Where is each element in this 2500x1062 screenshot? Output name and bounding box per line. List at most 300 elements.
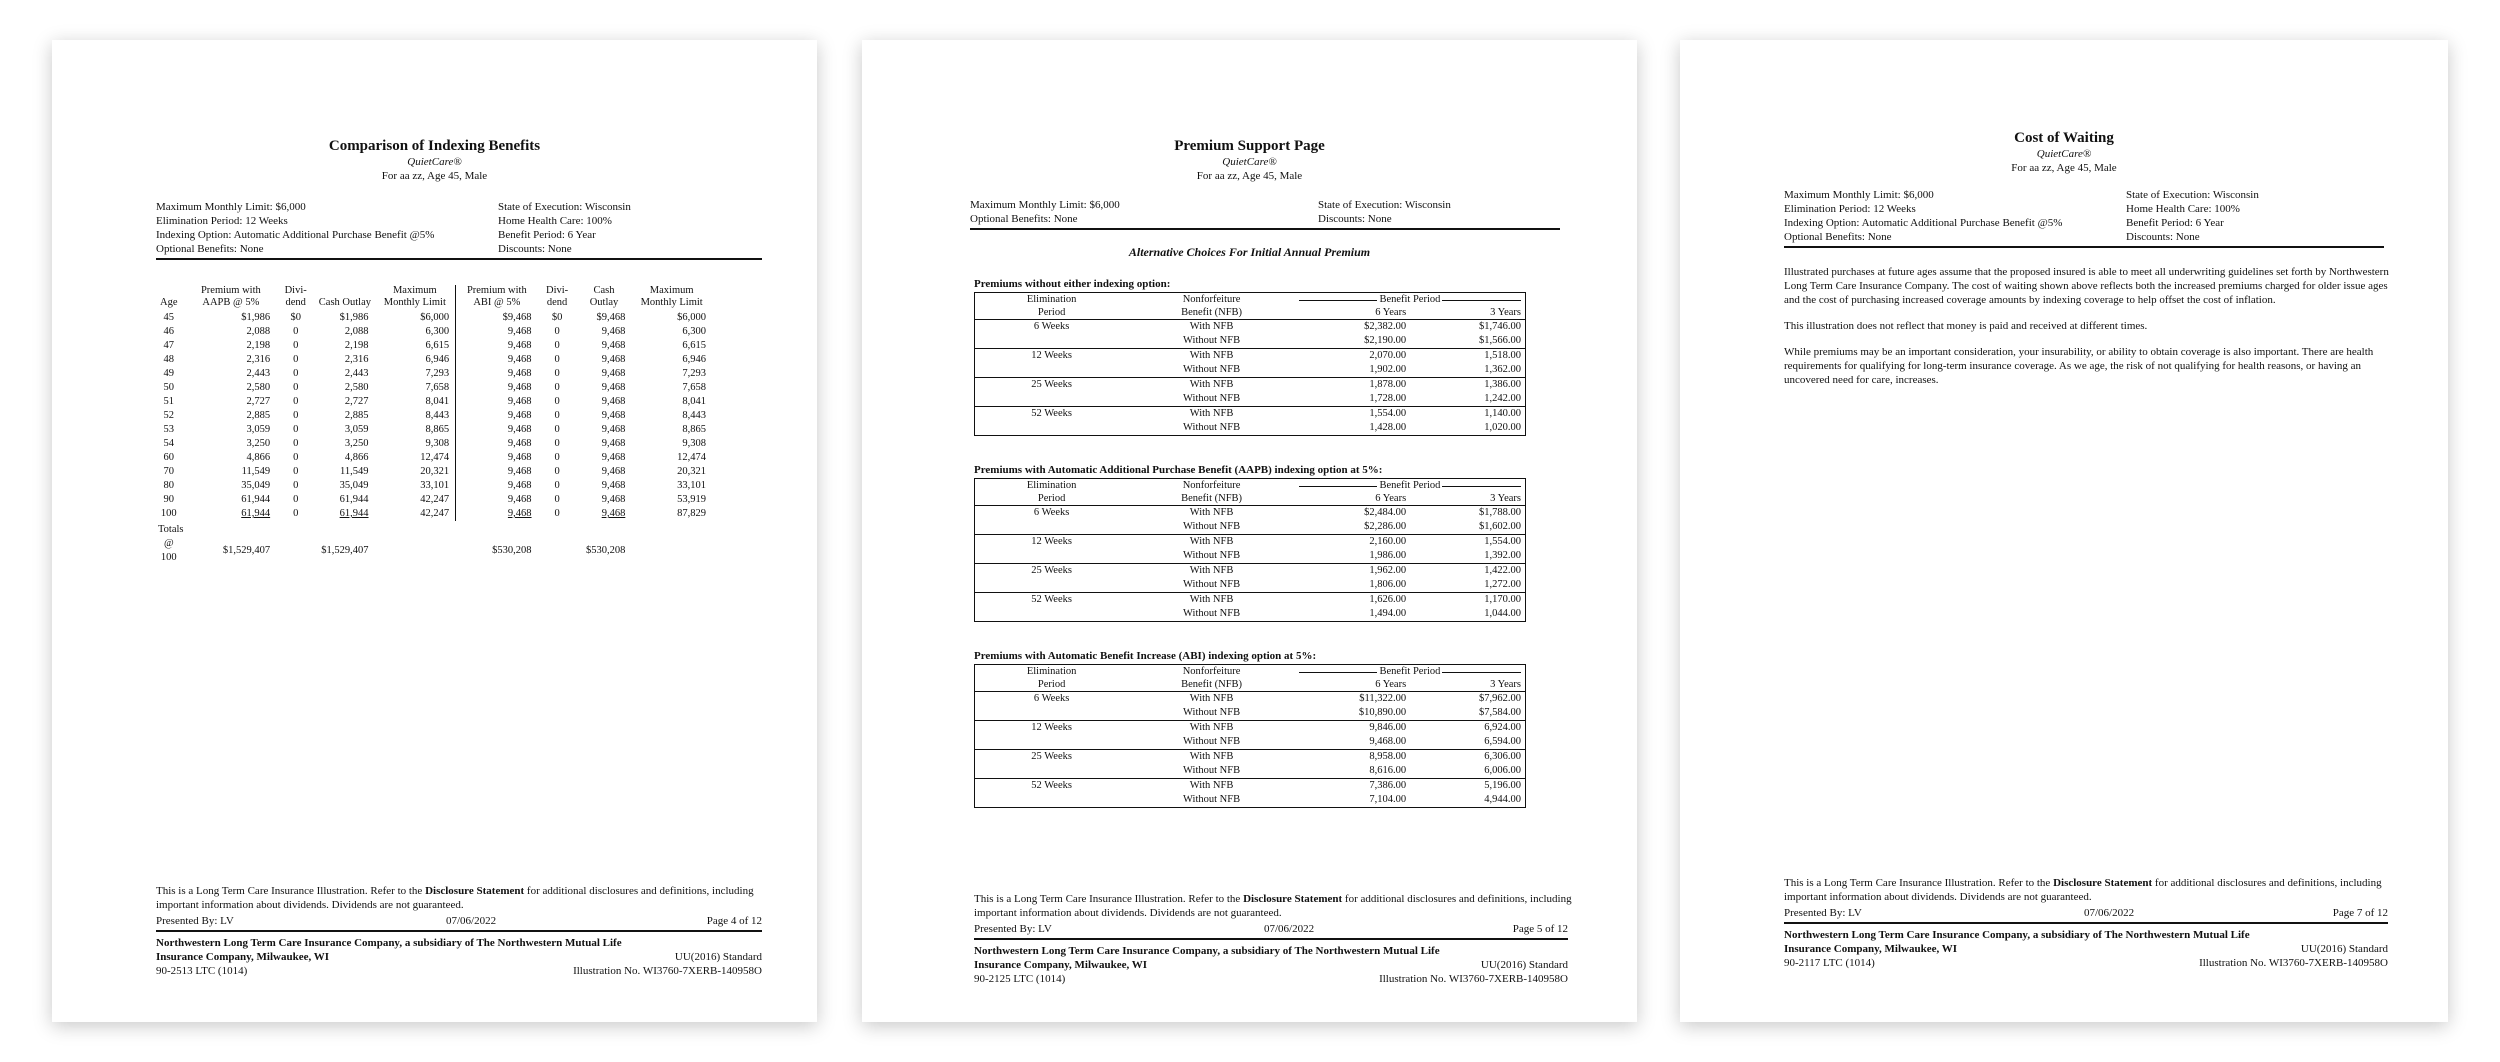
table-row [975, 779, 1526, 794]
elimination-period-cell [975, 578, 1129, 593]
table-row [152, 465, 712, 479]
alternative-choices-title: Alternative Choices For Initial Annual Premium [1128, 245, 1371, 259]
table-row [152, 423, 712, 437]
table-row [152, 395, 712, 409]
premium-6-years: $2,382.00 [1295, 320, 1410, 335]
premium-6-years: 1,728.00 [1369, 393, 1407, 404]
premium-3-years: 1,170.00 [1410, 593, 1525, 608]
policy-summary-left [970, 198, 1270, 226]
nfb-cell: With NFB [1128, 349, 1295, 364]
illustration-date: 07/06/2022 [446, 915, 497, 927]
table-cell: 0 [293, 410, 299, 421]
note-paragraph-insurability: While premiums may be an important consideration, your insurability, or ability to obtain coverage is also important. There are health requirements for qualifying for long-term insurance coverage. As we age, the risk of not qualifying for health reasons, or having an uncovered need for care, increases. [1784, 346, 2374, 386]
table-cell: 7,293 [682, 368, 706, 379]
table-cell: 9,468 [507, 494, 532, 505]
presented-by: Presented By: LV [156, 915, 234, 927]
premium-table-title: Premiums with Automatic Additional Purchase Benefit (AAPB) indexing option at 5%: [974, 464, 1383, 476]
premium-3-years: 1,272.00 [1484, 579, 1521, 590]
table-cell: 9,468 [601, 452, 626, 463]
nfb-cell: With NFB [1128, 779, 1295, 794]
table-cell: 35,049 [339, 480, 369, 491]
premium-6-years: 8,958.00 [1295, 750, 1410, 765]
premium-3-years: 1,044.00 [1484, 608, 1521, 619]
form-number: 90-2513 LTC (1014) [156, 965, 248, 977]
illustration-date: 07/06/2022 [1264, 923, 1315, 935]
elimination-period-cell [975, 549, 1129, 564]
premium-6-years: 7,104.00 [1369, 794, 1407, 805]
col-period: Period [1037, 307, 1066, 318]
table-cell: 6,300 [682, 326, 706, 337]
nfb-cell: Without NFB [1183, 579, 1241, 590]
table-cell: 0 [293, 452, 299, 463]
table-cell: 9,468 [507, 452, 532, 463]
table-cell: 9,468 [507, 424, 532, 435]
optional-benefits: Optional Benefits: None [1784, 231, 1892, 243]
table-cell: 49 [163, 368, 175, 379]
page-cost-of-waiting [1680, 40, 2448, 1022]
table-cell: 33,101 [375, 479, 456, 493]
elimination-period-cell [975, 706, 1129, 721]
totals-row [152, 537, 712, 565]
premium-table [974, 478, 1526, 622]
col-benefit-nfb: Benefit (NFB) [1181, 679, 1243, 690]
premium-3-years: 6,924.00 [1410, 721, 1525, 736]
premium-6-years: 1,986.00 [1369, 550, 1407, 561]
table-row [152, 367, 712, 381]
table-cell: 11,549 [340, 466, 369, 477]
table-cell: 12,474 [375, 451, 456, 465]
table-row [152, 437, 712, 451]
table-cell: 6,615 [375, 339, 456, 353]
illustration-date: 07/06/2022 [2084, 907, 2135, 919]
table-row [975, 692, 1526, 707]
page-title: Premium Support Page [1174, 138, 1325, 154]
table-cell: 9,468 [507, 466, 532, 477]
nfb-cell: With NFB [1128, 750, 1295, 765]
table-cell: 0 [554, 494, 560, 505]
empty-cell [538, 537, 577, 565]
benefit-period: Benefit Period: 6 Year [498, 229, 596, 241]
page-number: Page 4 of 12 [706, 915, 762, 927]
table-cell: 9,468 [601, 480, 626, 491]
table-cell: 0 [293, 326, 299, 337]
table-cell: 0 [293, 480, 299, 491]
table-cell: 0 [293, 354, 299, 365]
table-cell: 3,059 [246, 424, 271, 435]
table-row [152, 479, 712, 493]
disclosure-note: This is a Long Term Care Insurance Illustration. Refer to the Disclosure Statement for additional disclosures and definitions, including important information about dividends. Dividends are not guaranteed. [974, 893, 1572, 919]
table-row [152, 381, 712, 395]
nfb-cell: With NFB [1128, 320, 1295, 335]
comparison-table [152, 285, 712, 565]
table-row [975, 320, 1526, 335]
column-header: Cash Outlay [589, 285, 619, 308]
table-cell: $0 [290, 312, 301, 323]
table-cell: 3,250 [246, 438, 271, 449]
table-cell: 0 [554, 424, 560, 435]
table-cell: 0 [554, 480, 560, 491]
home-health-care: Home Health Care: 100% [498, 215, 612, 227]
total-value: $1,529,407 [321, 545, 369, 556]
company-block [1784, 928, 2388, 974]
nfb-cell: Without NFB [1183, 794, 1241, 805]
indexing-option: Indexing Option: Automatic Additional Purchase Benefit @5% [156, 229, 435, 241]
table-cell: 9,468 [601, 438, 626, 449]
table-row [975, 363, 1526, 378]
table-row [152, 507, 712, 521]
nfb-cell: Without NFB [1183, 765, 1241, 776]
premium-3-years: 1,020.00 [1484, 422, 1521, 433]
col-benefit-nfb: Benefit (NFB) [1181, 307, 1243, 318]
total-value: $1,529,407 [222, 545, 271, 556]
benefit-period-label: Benefit Period [1379, 666, 1441, 677]
table-cell: 2,198 [344, 340, 369, 351]
policy-summary-left [156, 200, 506, 256]
col-elimination: Elimination [1026, 480, 1077, 491]
company-location: Insurance Company, Milwaukee, WI [156, 951, 330, 963]
table-cell: 8,443 [682, 410, 706, 421]
table-cell: 0 [554, 438, 560, 449]
table-cell: 52 [163, 410, 175, 421]
nfb-cell: Without NFB [1183, 422, 1241, 433]
table-cell: 8,865 [682, 424, 706, 435]
table-cell: 8,041 [682, 396, 706, 407]
footer-divider [1784, 922, 2388, 924]
table-cell: 9,468 [507, 326, 532, 337]
column-header: Divi- dend [546, 285, 569, 308]
premium-6-years: 1,554.00 [1295, 407, 1410, 422]
premium-table-title: Premiums without either indexing option: [974, 278, 1171, 290]
column-header: Premium with AAPB @ 5% [200, 285, 261, 308]
elimination-period-cell: 6 Weeks [975, 320, 1129, 335]
table-cell: 9,468 [507, 340, 532, 351]
table-cell: 61,944 [241, 494, 271, 505]
col-nonforfeiture: Nonforfeiture [1182, 666, 1241, 677]
cost-of-waiting-notes [1784, 265, 2389, 387]
max-monthly-limit: Maximum Monthly Limit: $6,000 [156, 201, 306, 213]
column-header: Maximum Monthly Limit [640, 285, 703, 308]
column-header: Maximum Monthly Limit [375, 285, 456, 311]
column-header: Cash Outlay [318, 297, 371, 308]
table-cell: 0 [554, 452, 560, 463]
elimination-period-cell [975, 607, 1129, 622]
table-cell: 9,468 [601, 466, 626, 477]
header-row [975, 293, 1526, 307]
table-row [152, 409, 712, 423]
premium-6-years: $2,286.00 [1364, 521, 1407, 532]
table-row [975, 378, 1526, 393]
premium-6-years: 1,806.00 [1369, 579, 1407, 590]
insured-line: For aa zz, Age 45, Male [2011, 162, 2117, 174]
table-cell: 11,549 [241, 466, 271, 477]
table-row [975, 607, 1526, 622]
premium-3-years: 6,306.00 [1410, 750, 1525, 765]
nfb-cell: Without NFB [1183, 364, 1241, 375]
company-location: Insurance Company, Milwaukee, WI [974, 959, 1148, 971]
premium-table [974, 292, 1526, 436]
table-cell: 2,316 [246, 354, 271, 365]
premium-3-years: $1,788.00 [1410, 506, 1525, 521]
table-cell: 0 [293, 494, 299, 505]
disclosure-note: This is a Long Term Care Insurance Illustration. Refer to the Disclosure Statement for additional disclosures and definitions, including important information about dividends. Dividends are not guaranteed. [156, 885, 754, 911]
product-name: QuietCare® [1222, 156, 1277, 168]
table-cell: 8,443 [375, 409, 456, 423]
elimination-period-cell: 6 Weeks [975, 692, 1129, 707]
table-cell: $6,000 [677, 312, 706, 323]
table-cell: 0 [293, 340, 299, 351]
elimination-period-cell [975, 392, 1129, 407]
benefit-period: Benefit Period: 6 Year [2126, 217, 2224, 229]
column-header: Age [160, 297, 178, 308]
table-cell: 48 [163, 354, 175, 365]
header-divider [1784, 246, 2384, 248]
table-cell: $1,986 [241, 312, 271, 323]
table-row [975, 334, 1526, 349]
discounts: Discounts: None [1318, 213, 1392, 225]
premium-table-title: Premiums with Automatic Benefit Increase (ABI) indexing option at 5%: [974, 650, 1317, 662]
elimination-period-cell: 25 Weeks [975, 750, 1129, 765]
table-cell: 46 [163, 326, 175, 337]
table-row [975, 520, 1526, 535]
empty-cell [631, 537, 712, 565]
table-cell: 12,474 [677, 452, 706, 463]
elimination-period-cell: 52 Weeks [975, 407, 1129, 422]
disclosure-note: This is a Long Term Care Insurance Illustration. Refer to the Disclosure Statement for additional disclosures and definitions, including important information about dividends. Dividends are not guaranteed. [1784, 877, 2382, 903]
table-cell: $0 [551, 312, 563, 323]
premium-3-years: $1,746.00 [1410, 320, 1525, 335]
illustration-number: Illustration No. WI3760-7XERB-140958O [1379, 973, 1568, 985]
insured-line: For aa zz, Age 45, Male [381, 170, 488, 182]
table-cell: 0 [554, 466, 560, 477]
table-cell: 0 [293, 424, 299, 435]
totals-label: @ 100 [160, 538, 177, 563]
premium-6-years: $2,484.00 [1295, 506, 1410, 521]
form-standard: UU(2016) Standard [1480, 959, 1568, 971]
premium-6-years: 1,878.00 [1295, 378, 1410, 393]
table-row [152, 339, 712, 353]
col-benefit-nfb: Benefit (NFB) [1181, 493, 1243, 504]
company-name: Northwestern Long Term Care Insurance Company, a subsidiary of The Northwestern Mutual Life [156, 937, 622, 949]
max-monthly-limit: Maximum Monthly Limit: $6,000 [1784, 189, 1934, 201]
nfb-cell: Without NFB [1183, 393, 1241, 404]
table-row [975, 535, 1526, 550]
premium-6-years: 2,160.00 [1295, 535, 1410, 550]
elimination-period-cell: 52 Weeks [975, 779, 1129, 794]
table-row [975, 593, 1526, 608]
table-row [152, 353, 712, 367]
elimination-period-cell [975, 421, 1129, 436]
premium-table [974, 664, 1526, 808]
form-standard: UU(2016) Standard [2300, 943, 2388, 955]
table-cell: 2,727 [344, 396, 369, 407]
elimination-period-cell [975, 764, 1129, 779]
policy-summary-right [498, 200, 718, 256]
table-row [975, 764, 1526, 779]
col-period: Period [1037, 493, 1066, 504]
table-cell: 9,468 [601, 508, 626, 519]
total-value: $530,208 [492, 545, 532, 556]
home-health-care: Home Health Care: 100% [2126, 203, 2240, 215]
header-divider [970, 228, 1560, 230]
table-row [975, 349, 1526, 364]
table-cell: 2,443 [344, 368, 369, 379]
premium-3-years: $1,566.00 [1479, 335, 1521, 346]
table-cell: 80 [163, 480, 175, 491]
nfb-cell: With NFB [1128, 721, 1295, 736]
table-cell: 2,316 [344, 354, 369, 365]
premium-3-years: 1,392.00 [1484, 550, 1521, 561]
page-title: Cost of Waiting [2014, 130, 2114, 146]
elimination-period-cell: 6 Weeks [975, 506, 1129, 521]
table-cell: 9,468 [601, 494, 626, 505]
table-cell: 47 [163, 340, 175, 351]
table-row [975, 721, 1526, 736]
col-6-years: 6 Years [1375, 679, 1407, 690]
table-cell: 8,041 [375, 395, 456, 409]
benefit-period-label: Benefit Period [1379, 480, 1441, 491]
premium-6-years: 1,494.00 [1369, 608, 1407, 619]
nfb-cell: Without NFB [1183, 736, 1241, 747]
discounts: Discounts: None [498, 243, 572, 255]
table-cell: $6,000 [375, 311, 456, 325]
table-cell: 0 [554, 368, 560, 379]
table-cell: 33,101 [677, 480, 706, 491]
policy-summary-left [1784, 188, 2124, 244]
illustration-number: Illustration No. WI3760-7XERB-140958O [2199, 957, 2388, 969]
table-cell: 9,308 [375, 437, 456, 451]
elimination-period-cell: 12 Weeks [975, 349, 1129, 364]
table-cell: 42,247 [375, 507, 456, 521]
table-cell: 6,946 [375, 353, 456, 367]
table-cell: 6,300 [375, 325, 456, 339]
table-cell: 51 [163, 396, 175, 407]
note-paragraph-timing: This illustration does not reflect that money is paid and received at different times. [1784, 320, 2148, 332]
table-cell: $9,468 [502, 312, 532, 323]
optional-benefits: Optional Benefits: None [970, 213, 1078, 225]
table-cell: 53 [163, 424, 175, 435]
disclosure-statement-ref: Disclosure Statement [2053, 877, 2153, 889]
presented-by: Presented By: LV [974, 923, 1052, 935]
presented-by: Presented By: LV [1784, 907, 1862, 919]
page-number: Page 7 of 12 [2332, 907, 2388, 919]
nfb-cell: Without NFB [1183, 521, 1241, 532]
table-cell: 9,468 [507, 508, 532, 519]
table-cell: 8,865 [375, 423, 456, 437]
table-cell: 2,727 [246, 396, 271, 407]
table-row [975, 578, 1526, 593]
premium-6-years: 1,428.00 [1369, 422, 1407, 433]
page-premium-support [862, 40, 1637, 1022]
nfb-cell: With NFB [1128, 564, 1295, 579]
benefit-period-label: Benefit Period [1379, 294, 1441, 305]
nfb-cell: With NFB [1128, 692, 1295, 707]
premium-6-years: $11,322.00 [1295, 692, 1410, 707]
product-name: QuietCare® [2036, 148, 2092, 160]
form-number: 90-2117 LTC (1014) [1784, 957, 1875, 969]
table-cell: 45 [163, 312, 175, 323]
table-cell: 4,866 [246, 452, 271, 463]
header-row [975, 665, 1526, 679]
table-cell: 61,944 [339, 508, 369, 519]
table-row [975, 392, 1526, 407]
table-cell: 2,088 [246, 326, 271, 337]
table-cell: 9,468 [601, 368, 626, 379]
table-cell: 0 [554, 326, 560, 337]
nfb-cell: Without NFB [1183, 707, 1241, 718]
col-benefit-period [1295, 479, 1526, 493]
nfb-cell: With NFB [1128, 407, 1295, 422]
premium-3-years: 1,554.00 [1410, 535, 1525, 550]
empty-cell [375, 537, 456, 565]
nfb-cell: Without NFB [1183, 550, 1241, 561]
elimination-period-cell [975, 363, 1129, 378]
table-cell: 9,468 [507, 382, 532, 393]
total-value: $530,208 [585, 545, 626, 556]
nfb-cell: With NFB [1128, 593, 1295, 608]
table-row [152, 325, 712, 339]
premium-3-years: 5,196.00 [1410, 779, 1525, 794]
table-cell: 0 [293, 508, 299, 519]
policy-summary-right [2126, 188, 2346, 244]
form-number: 90-2125 LTC (1014) [974, 973, 1066, 985]
table-row [975, 421, 1526, 436]
col-elimination: Elimination [1026, 294, 1077, 305]
header-row [975, 479, 1526, 493]
discounts: Discounts: None [2126, 231, 2200, 243]
premium-3-years: 4,944.00 [1484, 794, 1521, 805]
nfb-cell: Without NFB [1183, 335, 1241, 346]
table-row [975, 793, 1526, 808]
table-cell: 9,468 [601, 410, 626, 421]
table-cell: 2,443 [246, 368, 271, 379]
table-row [975, 564, 1526, 579]
premium-6-years: 1,902.00 [1369, 364, 1407, 375]
table-cell: 0 [554, 340, 560, 351]
table-cell: 42,247 [375, 493, 456, 507]
max-monthly-limit: Maximum Monthly Limit: $6,000 [970, 199, 1120, 211]
premium-6-years: $10,890.00 [1358, 707, 1407, 718]
table-cell: 90 [163, 494, 175, 505]
table-cell: 9,468 [601, 340, 626, 351]
table-row [975, 750, 1526, 765]
table-cell: 9,468 [601, 326, 626, 337]
table-cell: 0 [293, 466, 299, 477]
table-cell: 3,059 [344, 424, 369, 435]
indexing-option: Indexing Option: Automatic Additional Purchase Benefit @5% [1784, 217, 2063, 229]
header-row [975, 492, 1526, 506]
table-cell: 0 [554, 354, 560, 365]
table-cell: 7,293 [375, 367, 456, 381]
col-benefit-period [1295, 293, 1526, 307]
premium-3-years: 1,242.00 [1484, 393, 1521, 404]
table-cell: 3,250 [344, 438, 369, 449]
table-row [975, 407, 1526, 422]
table-cell: 9,468 [507, 480, 532, 491]
table-cell: 9,468 [507, 354, 532, 365]
table-cell: 35,049 [241, 480, 271, 491]
company-block [156, 936, 762, 982]
premium-6-years: 9,468.00 [1369, 736, 1407, 747]
table-cell: 2,580 [246, 382, 271, 393]
elimination-period-cell [975, 520, 1129, 535]
elimination-period-cell [975, 793, 1129, 808]
state-of-execution: State of Execution: Wisconsin [498, 201, 631, 213]
elimination-period: Elimination Period: 12 Weeks [156, 215, 288, 227]
col-nonforfeiture: Nonforfeiture [1182, 480, 1241, 491]
table-cell: 2,198 [246, 340, 271, 351]
table-cell: 100 [160, 508, 177, 519]
header-row [975, 678, 1526, 692]
